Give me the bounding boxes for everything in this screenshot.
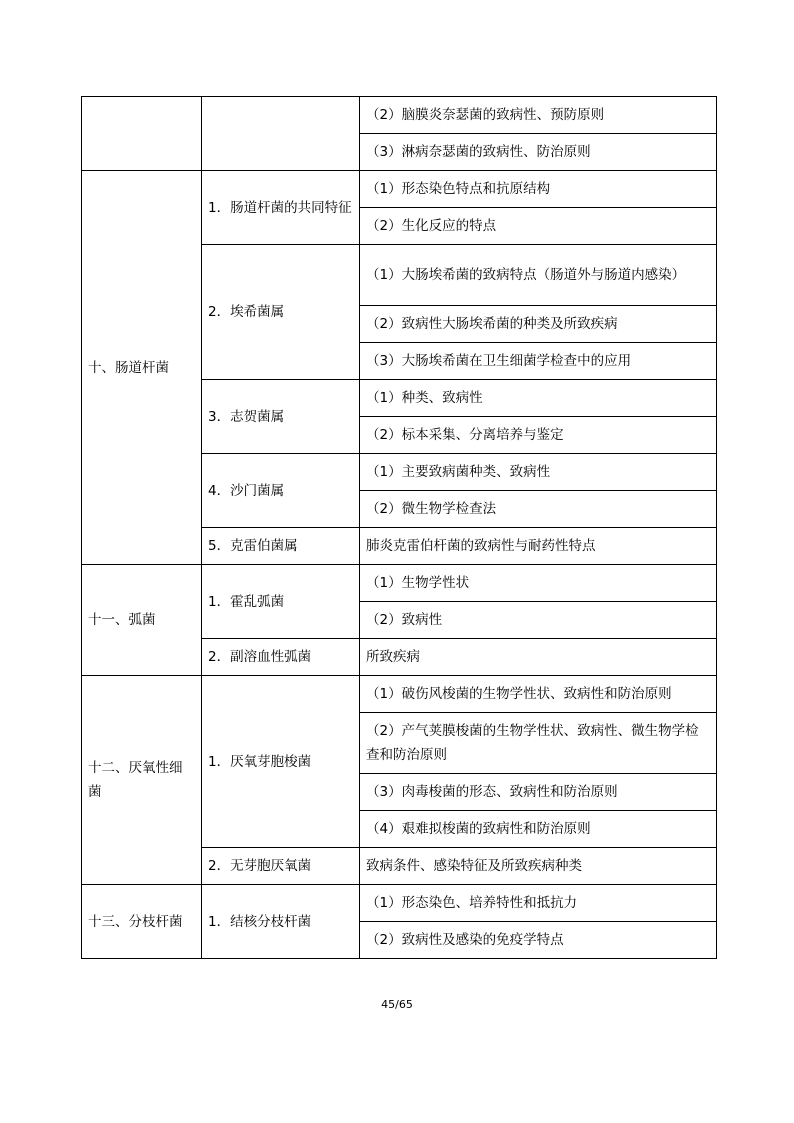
table-row xyxy=(82,885,717,922)
table-cell-detail: （2）致病性大肠埃希菌的种类及所致疾病 xyxy=(360,306,717,343)
table-cell-detail: （3）大肠埃希菌在卫生细菌学检查中的应用 xyxy=(360,343,717,380)
table-cell-chapter: 十三、分枝杆菌 xyxy=(82,885,202,959)
table-cell-section: 1．结核分枝杆菌 xyxy=(202,885,360,959)
table-cell-detail: （3）淋病奈瑟菌的致病性、防治原则 xyxy=(360,134,717,171)
table-cell-detail: （2）致病性 xyxy=(360,602,717,639)
table-cell-chapter-empty xyxy=(82,97,202,171)
table-cell-section: 1．肠道杆菌的共同特征 xyxy=(202,171,360,245)
table-cell-section: 2．无芽胞厌氧菌 xyxy=(202,848,360,885)
table-cell-detail: （1）主要致病菌种类、致病性 xyxy=(360,454,717,491)
table-cell-chapter: 十一、弧菌 xyxy=(82,565,202,676)
table-cell-detail: （2）生化反应的特点 xyxy=(360,208,717,245)
table-cell-section: 5．克雷伯菌属 xyxy=(202,528,360,565)
syllabus-table xyxy=(81,96,717,959)
table-cell-chapter: 十二、厌氧性细菌 xyxy=(82,676,202,885)
table-cell-detail: （1）形态染色、培养特性和抵抗力 xyxy=(360,885,717,922)
table-cell-section: 1．霍乱弧菌 xyxy=(202,565,360,639)
table-cell-section: 2．埃希菌属 xyxy=(202,245,360,380)
table-cell-detail: （1）破伤风梭菌的生物学性状、致病性和防治原则 xyxy=(360,676,717,713)
table-cell-detail: （1）形态染色特点和抗原结构 xyxy=(360,171,717,208)
table-cell-detail: （1）种类、致病性 xyxy=(360,380,717,417)
table-cell-detail: 致病条件、感染特征及所致疾病种类 xyxy=(360,848,717,885)
table-row xyxy=(82,676,717,713)
table-cell-detail: （2）微生物学检查法 xyxy=(360,491,717,528)
table-row xyxy=(82,565,717,602)
table-cell-chapter: 十、肠道杆菌 xyxy=(82,171,202,565)
table-cell-section: 4．沙门菌属 xyxy=(202,454,360,528)
table-cell-section-empty xyxy=(202,97,360,171)
table-cell-detail: （4）艰难拟梭菌的致病性和防治原则 xyxy=(360,811,717,848)
table-cell-detail: （3）肉毒梭菌的形态、致病性和防治原则 xyxy=(360,774,717,811)
table-cell-detail: 肺炎克雷伯杆菌的致病性与耐药性特点 xyxy=(360,528,717,565)
table-row xyxy=(82,97,717,134)
table-row xyxy=(82,171,717,208)
table-cell-section: 2．副溶血性弧菌 xyxy=(202,639,360,676)
table-cell-detail: （1）大肠埃希菌的致病特点（肠道外与肠道内感染） xyxy=(360,245,717,306)
table-cell-section: 3．志贺菌属 xyxy=(202,380,360,454)
table-cell-detail: （1）生物学性状 xyxy=(360,565,717,602)
page-number: 45/65 xyxy=(381,998,413,1011)
table-cell-section: 1．厌氧芽胞梭菌 xyxy=(202,676,360,848)
table-cell-detail: （2）致病性及感染的免疫学特点 xyxy=(360,922,717,959)
table-cell-detail: （2）产气荚膜梭菌的生物学性状、致病性、微生物学检查和防治原则 xyxy=(360,713,717,774)
table-cell-detail: 所致疾病 xyxy=(360,639,717,676)
table-cell-detail: （2）脑膜炎奈瑟菌的致病性、预防原则 xyxy=(360,97,717,134)
table-cell-detail: （2）标本采集、分离培养与鉴定 xyxy=(360,417,717,454)
